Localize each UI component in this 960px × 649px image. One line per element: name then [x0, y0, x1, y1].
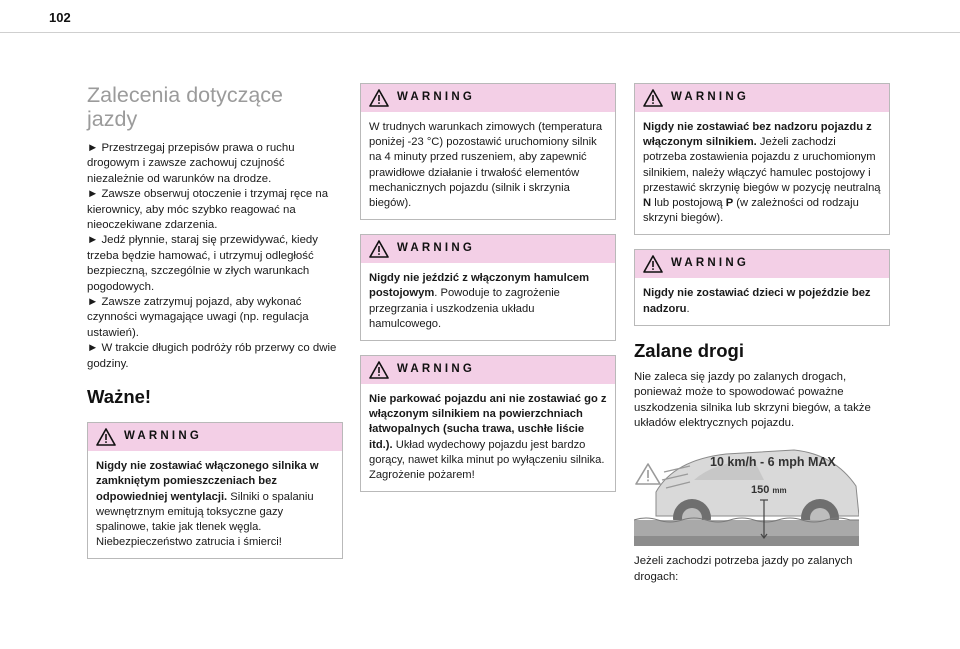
warning-title: WARNING	[671, 257, 749, 270]
driving-tips-list	[87, 141, 343, 372]
max-speed-label: 10 km/h - 6 mph MAX	[710, 455, 836, 470]
warning-text: . Powoduje to zagrożenie przegrzania i uszkodzenia układu hamulcowego.	[369, 287, 560, 330]
warning-triangle-icon	[369, 361, 389, 379]
important-heading: Ważne!	[87, 386, 152, 408]
warning-text: lub postojową	[651, 197, 726, 210]
warning-header	[88, 423, 342, 451]
warning-bold-text: Nigdy nie zostawiać dzieci w pojeździe bez nadzoru	[643, 287, 871, 315]
gear-p-label: P	[725, 197, 734, 210]
warning-body: W trudnych warunkach zimowych (temperatura poniżej -23 °C) pozostawić uruchomiony silnik na 4 minuty przed ruszeniem, aby zapewnić prawidłowe działanie i trwałość elementów mechanicznych pojazdu (silnik i skrzynia biegów).	[369, 121, 603, 210]
warning-title: WARNING	[397, 242, 475, 255]
warning-text: Układ wydechowy pojazdu jest bardzo gorący, nawet kilka minut po wyłączeniu silnika. Zagrożenie pożarem!	[369, 438, 605, 482]
flooded-roads-title: Zalane drogi	[634, 339, 744, 361]
warning-triangle-icon	[96, 428, 116, 446]
warning-title: WARNING	[397, 363, 475, 376]
warning-box-winter	[360, 83, 616, 220]
warning-header	[635, 84, 889, 112]
warning-body	[361, 384, 615, 491]
warning-text: (w zależności od rodzaju skrzyni biegów).	[643, 197, 859, 225]
max-depth-label	[751, 484, 787, 496]
warning-title: WARNING	[124, 430, 202, 443]
warning-body	[361, 263, 615, 340]
warning-box-parking-brake	[360, 234, 616, 341]
warning-header	[361, 84, 615, 112]
warning-box-ventilation	[87, 422, 343, 559]
flooded-roads-followup: Jeżeli zachodzi potrzeba jazdy po zalanych drogach:	[634, 555, 853, 583]
column-2	[360, 83, 616, 506]
warning-header	[361, 235, 615, 263]
tip-4: ► Zawsze zatrzymuj pojazd, aby wykonać czynności wymagające uwagi (np. regulacja ustawień).	[87, 296, 309, 339]
warning-bold-text: Nigdy nie jeździć z włączonym hamulcem postojowym	[369, 272, 590, 300]
tip-5: ► W trakcie długich podróży rób przerwy co dwie godziny.	[87, 342, 337, 370]
warning-header	[361, 356, 615, 384]
warning-header	[635, 250, 889, 278]
warning-text: Silniki o spalaniu wewnętrznym emitują toksyczne gazy spalinowe, takie jak tlenek węgla. Niebezpieczeństwo zatrucia i śmierci!	[96, 490, 314, 549]
warning-bold-text: Nigdy nie zostawiać włączonego silnika w zamkniętym pomieszczeniach bez odpowiedniej wentylacji.	[96, 460, 319, 503]
column-1	[87, 83, 343, 573]
depth-value: 150	[751, 484, 770, 497]
warning-body	[635, 278, 889, 324]
page-number: 102	[49, 10, 71, 25]
flooded-roads-text: Nie zaleca się jazdy po zalanych drogach, ponieważ może to spowodować poważne uszkodzenia silnika lub skrzyni biegów, a także układów elektrycznych pojazdu.	[634, 370, 871, 430]
gear-n-label: N	[643, 197, 652, 210]
warning-text: Jeżeli zachodzi potrzeba zostawienia pojazdu z uruchomionym silnikiem, należy włączyć hamulec postojowy i przestawić skrzynię biegów w pozycję neutralną	[643, 136, 881, 194]
warning-body	[88, 451, 342, 558]
warning-text: .	[686, 302, 690, 315]
tip-2: ► Zawsze obserwuj otoczenie i trzymaj ręce na kierownicy, aby móc szybko reagować na nieoczekiwane zdarzenia.	[87, 188, 329, 232]
warning-triangle-icon	[643, 255, 663, 273]
tip-1: ► Przestrzegaj przepisów prawa o ruchu drogowym i zawsze zachowuj czujność niezależnie od warunków na drodze.	[87, 142, 295, 185]
warning-triangle-icon	[369, 240, 389, 258]
tip-3: ► Jedź płynnie, staraj się przewidywać, kiedy trzeba będzie hamować, i utrzymuj odległość bezpieczną, szczególnie w złych warunkach pogodowych.	[87, 234, 318, 293]
column-3	[634, 83, 890, 585]
warning-body	[635, 112, 889, 234]
warning-box-unattended	[634, 83, 890, 235]
warning-title: WARNING	[671, 91, 749, 103]
warning-triangle-icon	[369, 89, 389, 107]
warning-title: WARNING	[397, 91, 475, 103]
warning-bold-text: Nigdy nie zostawiać bez nadzoru pojazdu z włączonym silnikiem.	[643, 121, 872, 149]
depth-unit: mm	[772, 486, 787, 496]
warning-box-children	[634, 249, 890, 325]
header-rule	[0, 32, 960, 33]
warning-bold-text: Nie parkować pojazdu ani nie zostawiać go z włączonym silnikiem na powierzchniach łatwopalnych (sucha trawa, uschłe liście itd.).	[369, 393, 607, 451]
warning-triangle-icon	[643, 89, 663, 107]
section-title-driving-tips: Zalecenia dotyczące jazdy	[87, 83, 283, 131]
warning-box-flammable	[360, 355, 616, 492]
flooded-road-illustration	[634, 440, 859, 546]
